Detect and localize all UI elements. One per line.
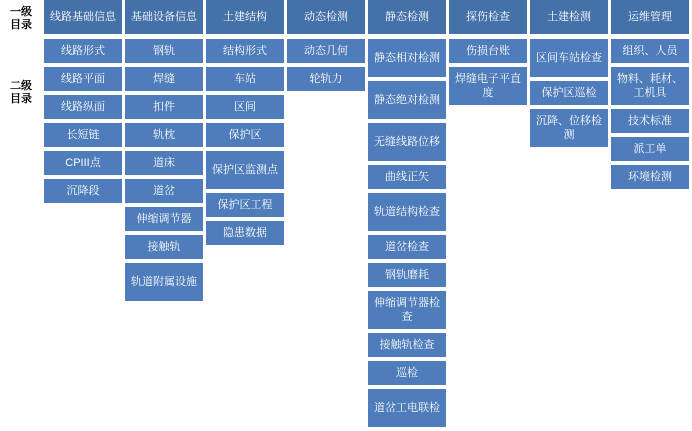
category-item[interactable]: 保护区 xyxy=(206,123,284,147)
category-item[interactable]: 钢轨 xyxy=(125,39,203,63)
category-item[interactable]: 道床 xyxy=(125,151,203,175)
category-item[interactable]: 保护区巡检 xyxy=(530,81,608,105)
category-item[interactable]: 结构形式 xyxy=(206,39,284,63)
category-item[interactable]: 技术标准 xyxy=(611,109,689,133)
category-item[interactable]: 环境检测 xyxy=(611,165,689,189)
column-header[interactable]: 土建结构 xyxy=(206,0,284,34)
category-item[interactable]: 伸缩调节器检查 xyxy=(368,291,446,329)
level1-label-line2: 目录 xyxy=(10,19,32,31)
category-item[interactable]: 组织、人员 xyxy=(611,39,689,63)
category-item[interactable]: 静态绝对检测 xyxy=(368,81,446,119)
category-item[interactable]: 道岔检查 xyxy=(368,235,446,259)
category-item[interactable]: 隐患数据 xyxy=(206,221,284,245)
category-item[interactable]: 钢轨磨耗 xyxy=(368,263,446,287)
category-item[interactable]: 伸缩调节器 xyxy=(125,207,203,231)
category-item[interactable]: 车站 xyxy=(206,67,284,91)
category-column-8 xyxy=(611,0,689,193)
category-column-6 xyxy=(449,0,527,109)
category-item[interactable]: 焊缝电子平直度 xyxy=(449,67,527,105)
category-item[interactable]: 轨枕 xyxy=(125,123,203,147)
column-header[interactable]: 动态检测 xyxy=(287,0,365,34)
category-item[interactable]: 沉降段 xyxy=(44,179,122,203)
category-item[interactable]: 沉降、位移检测 xyxy=(530,109,608,147)
category-item[interactable]: 轨道结构检查 xyxy=(368,193,446,231)
column-header[interactable]: 线路基础信息 xyxy=(44,0,122,34)
category-column-2 xyxy=(125,0,203,305)
level2-label-line2: 目录 xyxy=(10,93,32,105)
category-item[interactable]: 长短链 xyxy=(44,123,122,147)
category-item[interactable]: 线路平面 xyxy=(44,67,122,91)
column-header[interactable]: 基础设备信息 xyxy=(125,0,203,34)
category-item[interactable]: 接触轨 xyxy=(125,235,203,259)
category-item[interactable]: 接触轨检查 xyxy=(368,333,446,357)
category-column-3 xyxy=(206,0,284,249)
category-item[interactable]: 线路形式 xyxy=(44,39,122,63)
category-item[interactable]: 道岔 xyxy=(125,179,203,203)
category-column-4 xyxy=(287,0,365,95)
category-item[interactable]: 无缝线路位移 xyxy=(368,123,446,161)
level2-row-label xyxy=(0,80,42,106)
category-column-5 xyxy=(368,0,446,431)
category-item[interactable]: 巡检 xyxy=(368,361,446,385)
category-item[interactable]: 区间 xyxy=(206,95,284,119)
category-column-1 xyxy=(44,0,122,207)
level1-row-label xyxy=(0,6,42,32)
category-item[interactable]: 区间车站检查 xyxy=(530,39,608,77)
category-item[interactable]: 线路纵面 xyxy=(44,95,122,119)
category-item[interactable]: 保护区工程 xyxy=(206,193,284,217)
category-item[interactable]: 道岔工电联检 xyxy=(368,389,446,427)
category-item[interactable]: 动态几何 xyxy=(287,39,365,63)
category-item[interactable]: 曲线正矢 xyxy=(368,165,446,189)
category-item[interactable]: 物料、耗材、工机具 xyxy=(611,67,689,105)
level2-label-line1: 二级 xyxy=(10,80,32,92)
category-item[interactable]: 伤损台账 xyxy=(449,39,527,63)
level1-label-line1: 一级 xyxy=(10,6,32,18)
column-header[interactable]: 探伤检查 xyxy=(449,0,527,34)
column-header[interactable]: 静态检测 xyxy=(368,0,446,34)
category-item[interactable]: CPIII点 xyxy=(44,151,122,175)
category-item[interactable]: 保护区监测点 xyxy=(206,151,284,189)
column-header[interactable]: 运维管理 xyxy=(611,0,689,34)
category-item[interactable]: 静态相对检测 xyxy=(368,39,446,77)
category-item[interactable]: 轮轨力 xyxy=(287,67,365,91)
column-header[interactable]: 土建检测 xyxy=(530,0,608,34)
category-item[interactable]: 轨道附属设施 xyxy=(125,263,203,301)
category-item[interactable]: 扣件 xyxy=(125,95,203,119)
category-column-7 xyxy=(530,0,608,151)
category-item[interactable]: 派工单 xyxy=(611,137,689,161)
category-item[interactable]: 焊缝 xyxy=(125,67,203,91)
